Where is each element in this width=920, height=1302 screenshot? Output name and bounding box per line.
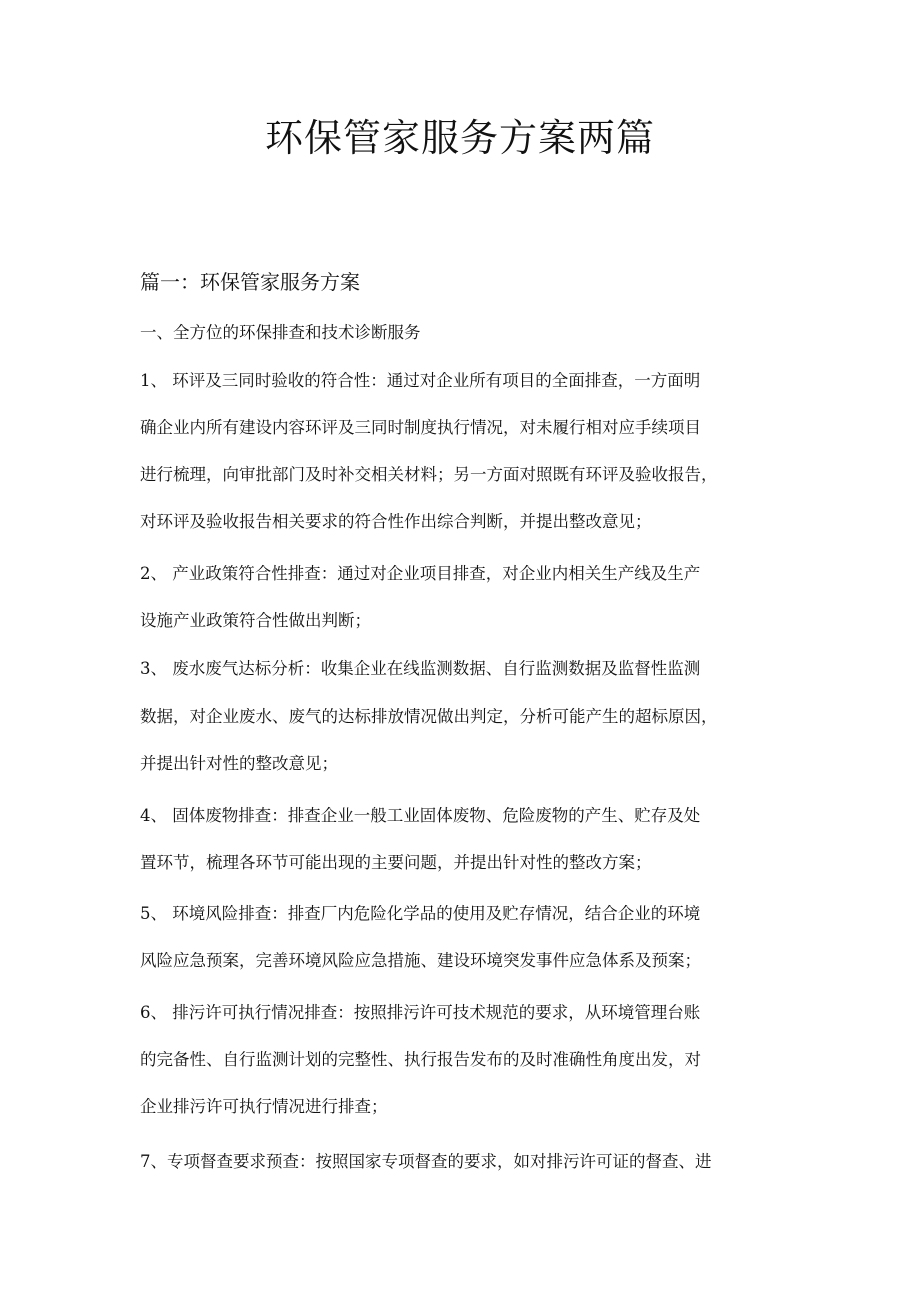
paragraph-line: 7、专项督查要求预查：按照国家专项督查的要求，如对排污许可证的督查、进 [140,1152,712,1171]
paragraph-line: 一、全方位的环保排查和技术诊断服务 [140,323,421,342]
paragraph-line: 数据，对企业废水、废气的达标排放情况做出判定，分析可能产生的超标原因， [140,707,718,726]
paragraph-line: 并提出针对性的整改意见； [140,754,338,773]
document-title: 环保管家服务方案两篇 [264,116,655,160]
paragraph-line: 5、 环境风险排查：排查厂内危险化学品的使用及贮存情况，结合企业的环境 [140,904,701,923]
section-heading: 篇一：环保管家服务方案 [140,270,360,294]
paragraph-line: 确企业内所有建设内容环评及三同时制度执行情况，对未履行相对应手续项目 [140,418,701,437]
paragraph-line: 企业排污许可执行情况进行排查； [140,1097,388,1116]
paragraph-line: 设施产业政策符合性做出判断； [140,611,371,630]
paragraph-line: 1、 环评及三同时验收的符合性：通过对企业所有项目的全面排查，一方面明 [140,371,701,390]
paragraph-line: 置环节，梳理各环节可能出现的主要问题，并提出针对性的整改方案； [140,853,652,872]
paragraph-line: 对环评及验收报告相关要求的符合性作出综合判断，并提出整改意见； [140,512,652,531]
paragraph-line: 4、 固体废物排查：排查企业一般工业固体废物、危险废物的产生、贮存及处 [140,806,701,825]
paragraph-line: 进行梳理，向审批部门及时补交相关材料；另一方面对照既有环评及验收报告， [140,465,718,484]
paragraph-line: 的完备性、自行监测计划的完整性、执行报告发布的及时准确性角度出发，对 [140,1050,701,1069]
paragraph-line: 3、 废水废气达标分析：收集企业在线监测数据、自行监测数据及监督性监测 [140,659,701,678]
paragraph-line: 风险应急预案，完善环境风险应急措施、建设环境突发事件应急体系及预案； [140,951,701,970]
paragraph-line: 6、 排污许可执行情况排查：按照排污许可技术规范的要求，从环境管理台账 [140,1003,701,1022]
paragraph-line: 2、 产业政策符合性排查：通过对企业项目排查，对企业内相关生产线及生产 [140,564,701,583]
